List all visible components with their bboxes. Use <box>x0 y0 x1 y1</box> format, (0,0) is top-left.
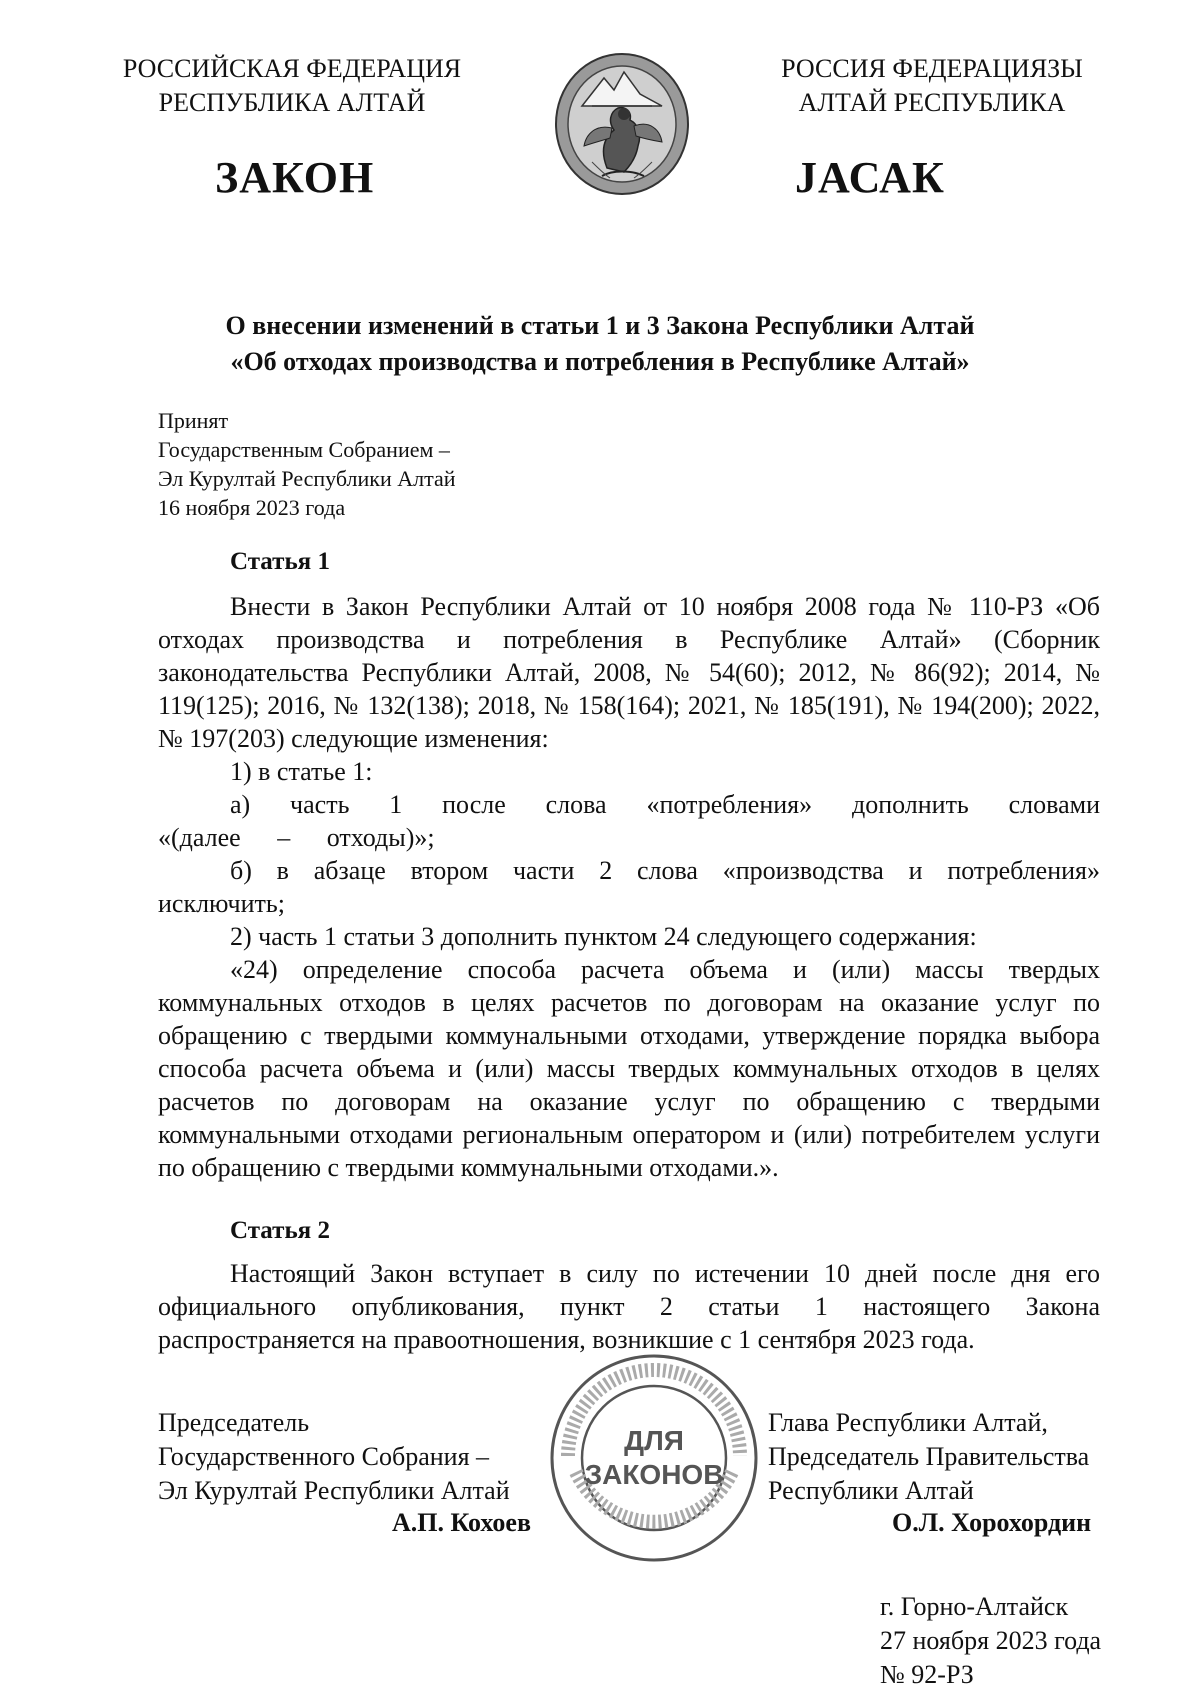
article1-item2-text: «24) определение способа расчета объема и (или) массы твердых коммунальных отходов в целях расчетов по договорам на оказание услуг по обращению с твердыми коммунальными отходами, утверждение порядка выбора способа расчета объема и (или) массы твердых коммунальных отходов в целях расчетов по договорам на оказание услуг по обращению с твердыми коммунальными отходами региональным оператором и (или) потребителем услуги по обращению с твердыми коммунальными отходами.». <box>158 955 1100 1182</box>
signature-left-line3: Эл Курултай Республики Алтай <box>158 1476 510 1505</box>
signature-right-line1: Глава Республики Алтай, <box>768 1408 1048 1437</box>
header-left-line2: РЕСПУБЛИКА АЛТАЙ <box>158 88 426 117</box>
article1-intro: Внести в Закон Республики Алтай от 10 ноября 2008 года № 110-РЗ «Об отходах производства и потребления в Республике Алтай» (Сборник законодательства Республики Алтай, 2008, № 54(60); 2012, № 86(92); 2014, № 119(125); 2016, № 132(138); 2018, № 158(164); 2021, № 185(191), № 194(200); 2022, № 197(203) следующие изменения: <box>158 592 1100 753</box>
header-right-line2: АЛТАЙ РЕСПУБЛИКА <box>798 88 1066 117</box>
adoption-line4: 16 ноября 2023 года <box>158 495 346 520</box>
header-right <box>742 52 1122 120</box>
doc-type-left: ЗАКОН <box>215 153 375 202</box>
stamp-line1: ДЛЯ <box>624 1425 684 1456</box>
article2-text: Настоящий Закон вступает в силу по истечении 10 дней после дня его официального опубликования, пункт 2 статьи 1 настоящего Закона распространяется на правоотношения, возникшие с 1 сентября 2023 года. <box>158 1259 1100 1354</box>
stamp-line2: ЗАКОНОВ <box>584 1459 724 1490</box>
signature-right-line3: Республики Алтай <box>768 1476 974 1505</box>
adoption-line1: Принят <box>158 408 229 433</box>
article2-heading: Статья 2 <box>230 1217 330 1244</box>
article1-item1b: б) в абзаце втором части 2 слова «производства и потребления» исключить; <box>158 856 1100 918</box>
law-title <box>150 308 1050 380</box>
header-right-line1: РОССИЯ ФЕДЕРАЦИЯЗЫ <box>781 54 1083 83</box>
altai-republic-emblem-icon <box>552 50 692 198</box>
law-title-line2: «Об отходах производства и потребления в Республике Алтай» <box>230 347 970 376</box>
place-date-number <box>880 1590 1101 1692</box>
adoption-line2: Государственным Собранием – <box>158 437 450 462</box>
article1-heading: Статья 1 <box>230 548 330 575</box>
doc-type-right: JАСАК <box>795 153 945 202</box>
signing-date: 27 ноября 2023 года <box>880 1626 1102 1655</box>
place-of-signing: г. Горно-Алтайск <box>880 1592 1069 1621</box>
signature-right-name: О.Л. Хорохордин <box>892 1508 1092 1537</box>
official-stamp <box>548 1352 760 1564</box>
signature-right-line2: Председатель Правительства <box>768 1442 1090 1471</box>
signature-right <box>768 1406 1128 1508</box>
article1-item1a: а) часть 1 после слова «потребления» дополнить словами «(далее – отходы)»; <box>158 790 1100 852</box>
signature-left <box>158 1406 558 1508</box>
article1-item1: 1) в статье 1: <box>230 757 373 786</box>
adoption-note <box>158 406 456 522</box>
signature-left-name: А.П. Кохоев <box>392 1508 532 1537</box>
law-title-line1: О внесении изменений в статьи 1 и 3 Закона Республики Алтай <box>225 311 975 340</box>
article1-body <box>158 590 1100 1184</box>
header-left-line1: РОССИЙСКАЯ ФЕДЕРАЦИЯ <box>122 54 462 83</box>
article1-item2: 2) часть 1 статьи 3 дополнить пунктом 24 следующего содержания: <box>230 922 977 951</box>
signature-left-line2: Государственного Собрания – <box>158 1442 490 1471</box>
adoption-line3: Эл Курултай Республики Алтай <box>158 466 456 491</box>
law-number: № 92-РЗ <box>880 1660 974 1689</box>
signature-left-line1: Председатель <box>158 1408 310 1437</box>
header-left <box>96 52 488 120</box>
